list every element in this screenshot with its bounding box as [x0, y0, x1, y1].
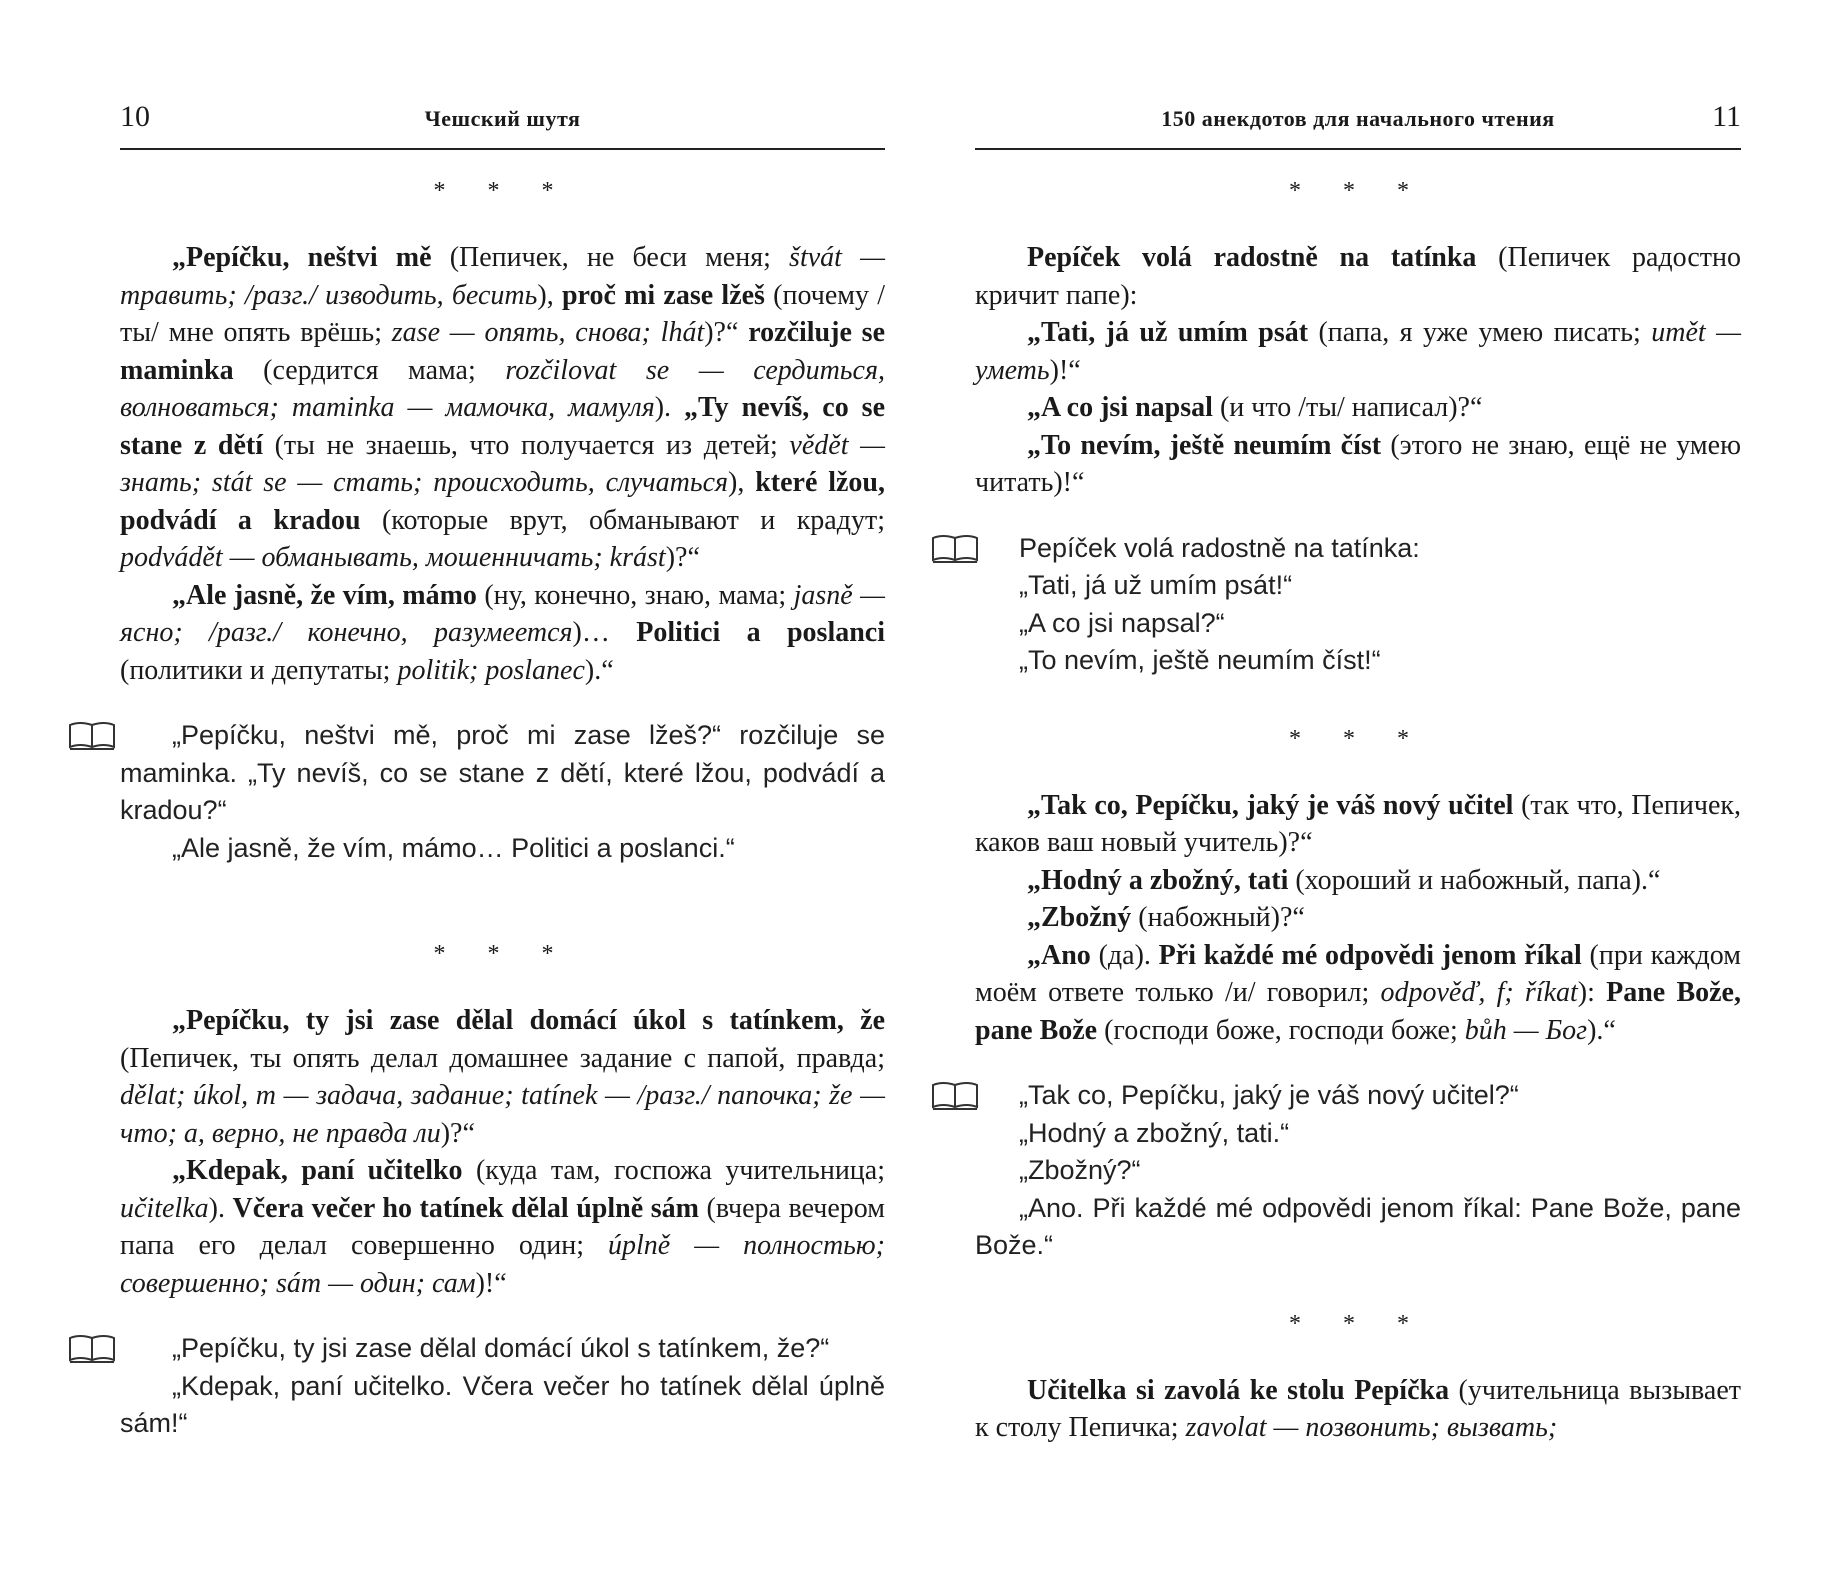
czech-phrase: Politici a poslanci [636, 617, 886, 648]
translation-text: (ты не знаешь, что получается из детей; [262, 429, 790, 461]
plain-line: „Ale jasně, že vím, mámo… Politici a poslanci.“ [172, 832, 735, 863]
translation-text: (хороший и набожный, папа).“ [1288, 864, 1661, 896]
plain-text-block [975, 1077, 1741, 1265]
gloss-note: bůh — Бог [1464, 1014, 1588, 1046]
czech-phrase: Pepíček volá radostně na tatínka [1027, 242, 1477, 273]
czech-phrase: „Hodný a zbožný, tati [1027, 864, 1289, 896]
czech-phrase: „Zbožný [1027, 902, 1132, 933]
translation-text: ).“ [1587, 1014, 1616, 1046]
plain-line: „Tati, já už umím psát!“ [1019, 570, 1293, 600]
plain-line: „Pepíčku, ty jsi zase dělal domácí úkol s tatínkem, že?“ [172, 1333, 830, 1363]
czech-phrase: „To nevím, ještě neumím číst [1027, 429, 1382, 461]
annotated-paragraph [120, 1152, 885, 1302]
czech-phrase: Pane Bože, pane Bože [975, 977, 1741, 1046]
plain-line: „Hodný a zbožný, tati.“ [1019, 1117, 1290, 1148]
translation-text: (при каждом моём ответе только /и/ говорил; [975, 939, 1741, 1008]
czech-phrase: „Pepíčku, neštvi mě [172, 242, 432, 273]
translation-text: (так что, Пепичек, каков ваш новый учитель)?“ [975, 789, 1741, 858]
annotated-paragraph [975, 239, 1741, 314]
translation-text: (Пепичек радостно кричит папе): [975, 242, 1741, 311]
translation-text: (сердится мама; [233, 354, 506, 386]
translation-text: (которые врут, обманывают и крадут; [360, 504, 885, 536]
left-page-header [120, 100, 885, 150]
translation-text: (почему /ты/ мне опять врёшь; [120, 279, 886, 348]
annotated-paragraph [120, 577, 885, 690]
czech-phrase: „Tati, já už umím psát [1027, 317, 1309, 348]
gloss-note: úplně — полностью; совершенно; sám — один; сам [120, 1230, 885, 1299]
translation-text: (учительница вызывает к столу Пепичка; [975, 1374, 1742, 1443]
gloss-note: jasně — ясно; /разг./ конечно, разумеется [120, 579, 885, 648]
plain-line: „Ano. Při každé mé odpovědi jenom říkal: Pane Bože, pane Bože.“ [975, 1192, 1741, 1260]
translation-text: )?“ [665, 542, 700, 573]
open-book-icon [68, 719, 116, 751]
plain-line: „To nevím, ještě neumím číst!“ [1019, 645, 1381, 675]
page-number: 11 [1712, 100, 1741, 133]
section-divider: * * * [433, 941, 572, 967]
translation-text: ).“ [584, 654, 614, 686]
gloss-note: podvádět — обманывать, мошенничать; krást [120, 542, 666, 573]
translation-text: (этого не знаю, ещё не умею читать)!“ [975, 429, 1741, 498]
annotated-paragraph [975, 787, 1741, 862]
translation-text: (да). [1090, 939, 1159, 971]
translation-text: ), [728, 467, 756, 498]
section-divider: * * * [433, 178, 572, 204]
czech-phrase: které lžou, podvádí a kradou [120, 467, 885, 536]
annotated-paragraph [975, 427, 1741, 502]
translation-text: (набожный)?“ [1131, 902, 1305, 933]
gloss-note: vědět — знать; stát se — стать; происходить, случаться [120, 429, 885, 498]
translation-text: ). [208, 1192, 233, 1224]
gloss-note: odpověď, f; říkat [1380, 977, 1578, 1008]
gloss-note: umět — уметь [975, 317, 1742, 386]
translation-text: (и что /ты/ написал)?“ [1212, 392, 1483, 423]
plain-line: Pepíček volá radostně na tatínka: [1019, 532, 1420, 563]
left-page [120, 0, 885, 1579]
czech-phrase: Učitelka si zavolá ke stolu Pepíčka [1027, 1374, 1450, 1406]
plain-text-block [120, 717, 885, 867]
czech-phrase: „Ale jasně, že vím, mámo [172, 579, 477, 611]
translation-text: (папа, я уже умею писать; [1308, 317, 1652, 348]
section-divider: * * * [1289, 178, 1427, 204]
plain-line: „Zbožný?“ [1019, 1155, 1141, 1185]
open-book-icon [68, 1332, 116, 1364]
plain-line: „A co jsi napsal?“ [1019, 607, 1225, 638]
gloss-note: dělat; úkol, m — задача, задание; tatínek — /разг./ папочка; že — что; а, верно, не правда ли [120, 1080, 885, 1149]
czech-phrase: „Ty nevíš, co se stane z dětí [120, 392, 885, 461]
section-divider: * * * [1289, 725, 1427, 752]
czech-phrase: „Pepíčku, ty jsi zase dělal domácí úkol s tatínkem, že [172, 1005, 885, 1036]
gloss-note: zavolat — позвонить; вызвать; [1185, 1412, 1558, 1443]
plain-line: „Tak co, Pepíčku, jaký je váš nový učitel?“ [1019, 1080, 1519, 1110]
right-page-header [975, 100, 1741, 150]
gloss-note: zase — опять, снова; lhát [391, 317, 705, 348]
czech-phrase: Včera večer ho tatínek dělal úplně sám [232, 1192, 699, 1224]
left-page-content [120, 170, 885, 1473]
gloss-note: rozčilovat se — сердиться, волноваться; maminka — мамочка, мамуля [120, 354, 885, 423]
translation-text: (Пепичек, не беси меня; [431, 242, 790, 273]
right-page-content [975, 170, 1741, 1447]
translation-text: ). [654, 392, 685, 423]
translation-text: ): [1577, 977, 1607, 1008]
translation-text: (куда там, госпожа учительница; [462, 1155, 885, 1186]
gloss-note: učitelka [120, 1192, 209, 1224]
translation-text: ), [537, 279, 562, 311]
translation-text: (Пепичек, ты опять делал домашнее задание с папой, правда; [120, 1042, 885, 1074]
right-page [975, 0, 1741, 1579]
plain-line: „Kdepak, paní učitelko. Včera večer ho tatínek dělal úplně sám!“ [120, 1370, 885, 1438]
translation-text: (политики и депутаты; [120, 654, 398, 686]
open-book-icon [931, 1079, 979, 1111]
czech-phrase: „A co jsi napsal [1027, 392, 1213, 423]
annotated-paragraph [120, 1002, 885, 1152]
translation-text: (ну, конечно, знаю, мама; [476, 579, 794, 611]
translation-text: )!“ [475, 1267, 507, 1299]
plain-line: „Pepíčku, neštvi mě, proč mi zase lžeš?“ rozčiluje se maminka. „Ty nevíš, co se stane z dětí, které lžou, podvádí a kradou?“ [120, 720, 885, 825]
gloss-note: politik; poslanec [397, 654, 585, 686]
czech-phrase: „Kdepak, paní učitelko [172, 1155, 463, 1186]
gloss-note: štvát — травить; /разг./ изводить, бесить [120, 242, 885, 311]
translation-text: )!“ [1049, 354, 1081, 386]
czech-phrase: „Tak co, Pepíčku, jaký je váš nový učitel [1027, 789, 1514, 821]
annotated-paragraph [975, 899, 1741, 937]
annotated-paragraph [975, 314, 1741, 389]
translation-text: (вчера вечером папа его делал совершенно один; [120, 1192, 885, 1261]
annotated-paragraph [975, 937, 1741, 1050]
running-title: 150 анекдотов для начального чтения [1161, 106, 1555, 131]
running-title: Чешский шутя [424, 106, 581, 131]
open-book-icon [931, 532, 979, 564]
page-number: 10 [120, 100, 150, 133]
annotated-paragraph [975, 1372, 1741, 1447]
czech-phrase: proč mi zase lžeš [561, 279, 765, 311]
translation-text: (господи боже, господи боже; [1097, 1014, 1465, 1046]
section-divider: * * * [1289, 1310, 1427, 1337]
czech-phrase: „Ano [1027, 939, 1091, 971]
czech-phrase: rozčiluje se maminka [120, 317, 885, 386]
translation-text: )?“ [704, 317, 749, 348]
plain-text-block [975, 530, 1741, 680]
annotated-paragraph [975, 389, 1741, 427]
czech-phrase: Při každé mé odpovědi jenom říkal [1158, 939, 1582, 971]
translation-text: )… [572, 617, 637, 648]
translation-text: )?“ [440, 1117, 475, 1149]
plain-text-block [120, 1330, 885, 1443]
annotated-paragraph [975, 862, 1741, 900]
annotated-paragraph [120, 239, 885, 577]
